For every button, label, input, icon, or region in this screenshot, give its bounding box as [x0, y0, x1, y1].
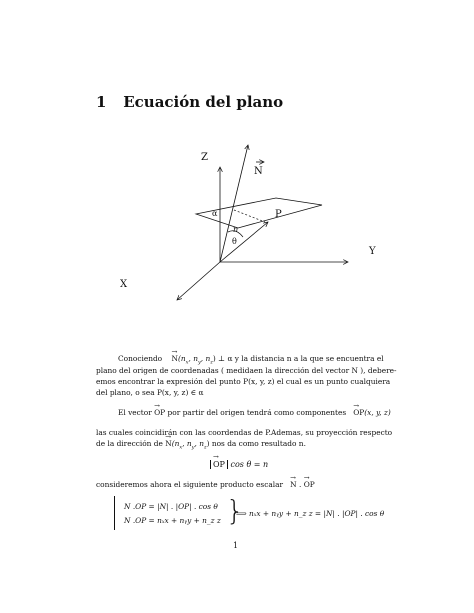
text-run: de la dirección de [96, 439, 163, 448]
text-run: El vector [118, 408, 152, 417]
plane-label: P [275, 209, 282, 220]
text-run: (n [178, 354, 186, 363]
text-run: ) ⊥ α y la distancia n a la que se encuentra el [212, 354, 384, 363]
page-number: 1 [233, 541, 239, 550]
paragraph-1-line-4: del plano, o sea P(x, y, z) ∈ α [96, 388, 204, 397]
text-run: (n [171, 439, 180, 448]
vector-op: → OP [154, 408, 165, 418]
text-run: por partir del origen tendrá como componentes [167, 408, 347, 417]
y-axis-label: Y [369, 246, 376, 257]
alpha-label: α [212, 209, 218, 218]
subscript: x [185, 359, 189, 366]
paragraph-3-line-1: las cuales coincidirán con las coordendas de P.Ademas, su proyección respecto [96, 428, 393, 437]
vector-n: → N [290, 480, 296, 490]
subscript: x [179, 444, 183, 451]
vector-op: → OP [304, 480, 315, 490]
subscript: z [210, 359, 213, 366]
distance-label: n [233, 225, 239, 234]
subscript: z [203, 444, 207, 451]
system-row-2: N .OP = nₓx + nᵧy + n_z z [124, 516, 221, 525]
vector-op: → OP [213, 460, 225, 469]
vector-n: → N [165, 439, 171, 449]
text-run: , n [200, 354, 211, 363]
dashed-segment [234, 210, 265, 222]
subscript: y [197, 359, 201, 366]
z-axis-label: Z [201, 152, 208, 163]
text-run: , n [182, 439, 192, 448]
text-run: cos θ = n [230, 460, 269, 469]
paragraph-1-line-2: plano del origen de coordenadas ( medidaen la dirección del vector N ), debere- [96, 366, 397, 375]
subscript: y [191, 444, 195, 451]
text-run: ) nos da como resultado n. [206, 439, 306, 448]
vector-n: → N [172, 354, 178, 364]
vector-op: → OP [353, 408, 364, 418]
paragraph-1-line-3: emos encontrar la expresión del punto P(x, y, z) el cual es un punto cualquiera [96, 377, 391, 386]
text-run: . [298, 480, 302, 489]
section-title: Ecuación del plano [123, 93, 284, 111]
x-axis-label: X [120, 279, 128, 290]
op-vector [220, 222, 268, 262]
system-row-1: N .OP = |N| . |OP| . cos θ [124, 502, 218, 511]
x-axis-line [177, 262, 220, 300]
text-run: , n [188, 354, 198, 363]
equation-result: ⟹ nₓx + nᵧy + n_z z = |N| . |OP| . cos θ [236, 509, 385, 518]
theta-label: θ [232, 237, 237, 246]
equation-projection [210, 460, 268, 469]
left-bracket [114, 496, 119, 530]
text-run: consideremos ahora el siguiente producto escalar [96, 480, 284, 489]
right-brace: } [226, 494, 244, 527]
paragraph-2-line-1 [118, 408, 391, 418]
text-run: Conociendo [118, 354, 163, 363]
normal-label: N [254, 166, 263, 177]
text-run: , n [194, 439, 204, 448]
paragraph-4 [96, 480, 315, 490]
section-number: 1 [96, 93, 107, 111]
text-run: (x, y, z) [364, 408, 391, 417]
paragraph-3-line-2 [96, 439, 306, 452]
